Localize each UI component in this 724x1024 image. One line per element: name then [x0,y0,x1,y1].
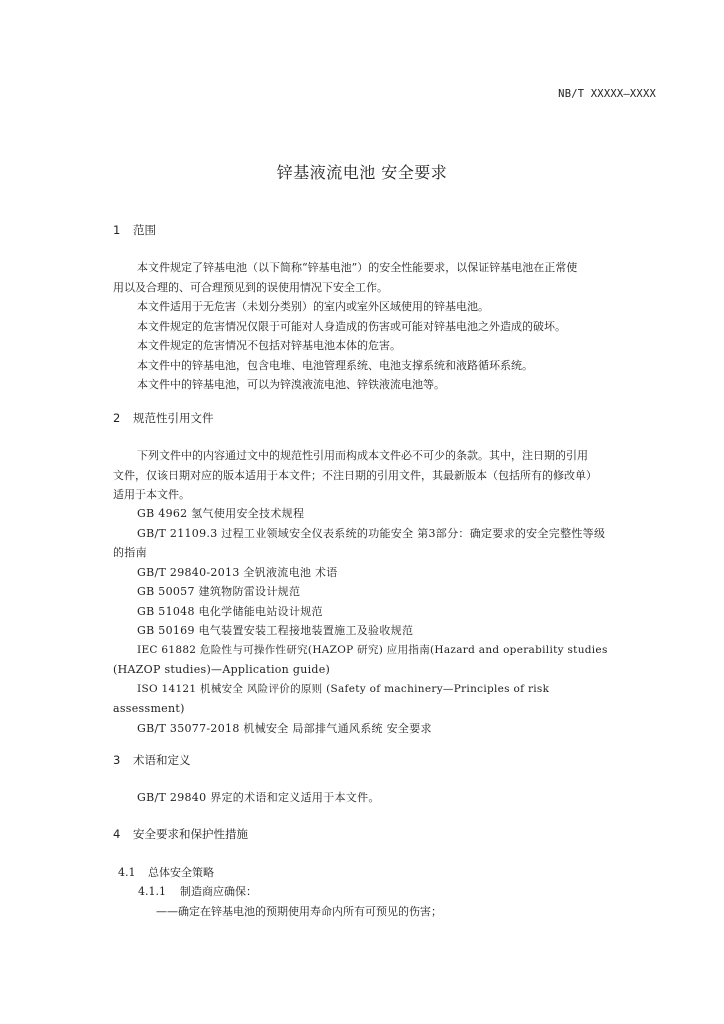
paragraph-line: 本文件中的锌基电池，可以为锌溴液流电池、锌铁液流电池等。 [137,378,445,391]
subsection-4-1-1 [138,883,257,899]
section-number: 4 [113,827,121,841]
paragraph-line: 文件，仅该日期对应的版本适用于本文件；不注日期的引用文件，其最新版本（包括所有的修改单） [113,468,597,482]
reference-item: IEC 61882 危险性与可操作性研究(HAZOP 研究) 应用指南(Hazard and operability studies [137,643,608,656]
paragraph-line: 本文件规定的危害情况仅限于可能对人身造成的伤害或可能对锌基电池之外造成的破坏。 [137,319,566,333]
section-title: 范围 [133,223,156,237]
document-title: 锌基液流电池 安全要求 [276,163,448,182]
reference-item-continued: 的指南 [113,546,147,559]
section-number: 2 [113,411,121,425]
subsection-number: 4.1 [118,866,136,879]
section-2-intro [113,446,655,505]
reference-item: GB/T 29840-2013 全钒液流电池 术语 [137,565,338,579]
paragraph-line: 本文件规定了锌基电池（以下简称“锌基电池”）的安全性能要求，以保证锌基电池在正常使 [137,261,578,274]
paragraph-line: GB/T 29840 界定的术语和定义适用于本文件。 [137,791,380,804]
section-1-body [113,258,655,395]
reference-item: GB 51048 电化学储能电站设计规范 [137,604,323,618]
reference-item: GB 50057 建筑物防雷设计规范 [137,585,301,598]
document-code: NB/T XXXXX—XXXX [558,88,656,100]
section-number: 3 [113,753,121,767]
paragraph-line: 下列文件中的内容通过文中的规范性引用而构成本文件必不可少的条款。其中，注日期的引用 [137,449,588,462]
subsection-title: 总体安全策略 [148,866,214,879]
reference-item: ISO 14121 机械安全 风险评价的原则 (Safety of machinery—Principles of risk [137,682,550,695]
section-number: 1 [113,223,121,237]
reference-item: GB 50169 电气装置安装工程接地装置施工及验收规范 [137,624,414,637]
reference-list [113,504,655,738]
reference-item: GB/T 35077-2018 机械安全 局部排气通风系统 安全要求 [137,721,432,735]
subsection-4-1 [118,864,214,880]
reference-item: GB/T 21109.3 过程工业领域安全仪表系统的功能安全 第3部分：确定要求的安全完整性等级 [137,526,606,540]
paragraph-line: 用以及合理的、可合理预见到的误使用情况下安全工作。 [113,280,388,294]
paragraph-line: 本文件中的锌基电池，包含电堆、电池管理系统、电池支撑系统和液路循环系统。 [137,358,533,372]
paragraph-line: 本文件适用于无危害（未划分类别）的室内或室外区域使用的锌基电池。 [137,300,489,313]
section-title: 安全要求和保护性措施 [133,827,248,841]
section-title: 规范性引用文件 [133,411,214,425]
reference-item: GB 4962 氢气使用安全技术规程 [137,507,305,520]
list-item: ——确定在锌基电池的预期使用寿命内所有可预见的伤害； [156,905,442,918]
section-title: 术语和定义 [133,753,191,767]
section-3-body [113,788,655,808]
subsection-title: 制造商应确保： [180,885,257,898]
reference-item-continued: assessment) [113,702,185,715]
section-3-heading [113,752,191,768]
section-4-heading [113,826,248,842]
reference-item-continued: (HAZOP studies)—Application guide) [113,663,331,676]
section-2-heading [113,410,214,426]
paragraph-line: 适用于本文件。 [113,488,190,501]
section-1-heading [113,222,156,238]
subsection-number: 4.1.1 [138,885,166,898]
paragraph-line: 本文件规定的危害情况不包括对锌基电池本体的危害。 [137,339,401,352]
